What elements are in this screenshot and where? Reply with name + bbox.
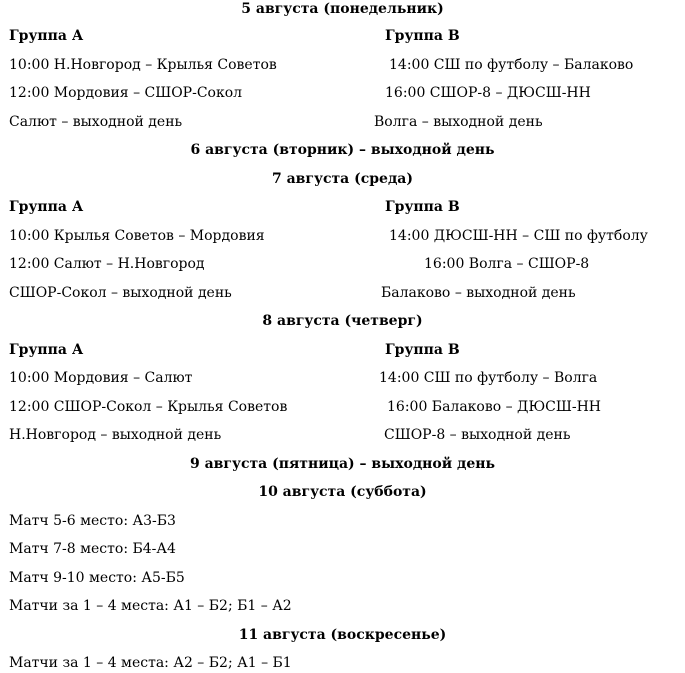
- match-a2: 12:00 Мордовия – СШОР-Сокол: [9, 85, 243, 101]
- rest-b: Волга – выходной день: [374, 114, 543, 130]
- match-b2: 16:00 СШОР-8 – ДЮСШ-НН: [385, 85, 591, 101]
- rest-a: Н.Новгород – выходной день: [9, 427, 222, 443]
- playoff-match: Матчи за 1 – 4 места: А1 – Б2; Б1 – А2: [9, 598, 292, 614]
- group-a-heading: Группа А: [9, 28, 84, 44]
- playoff-match: Матч 5-6 место: А3-Б3: [9, 513, 176, 529]
- group-b-heading: Группа В: [385, 28, 460, 44]
- playoff-match: Матч 7-8 место: Б4-А4: [9, 541, 176, 557]
- rest-b: СШОР-8 – выходной день: [384, 427, 571, 443]
- day-title: 8 августа (четверг): [262, 313, 423, 329]
- day-title: 5 августа (понедельник): [241, 1, 444, 17]
- day-title: 6 августа (вторник) – выходной день: [190, 142, 495, 158]
- match-a1: 10:00 Мордовия – Салют: [9, 370, 193, 386]
- day-title: 11 августа (воскресенье): [238, 627, 447, 643]
- match-a1: 10:00 Крылья Советов – Мордовия: [9, 228, 265, 244]
- rest-b: Балаково – выходной день: [381, 285, 576, 301]
- match-a2: 12:00 Салют – Н.Новгород: [9, 256, 205, 272]
- group-b-heading: Группа В: [385, 199, 460, 215]
- match-a1: 10:00 Н.Новгород – Крылья Советов: [9, 57, 277, 73]
- rest-a: Салют – выходной день: [9, 114, 183, 130]
- day-title: 7 августа (среда): [272, 171, 413, 187]
- day-title: 10 августа (суббота): [258, 484, 427, 500]
- rest-a: СШОР-Сокол – выходной день: [9, 285, 232, 301]
- playoff-match: Матчи за 1 – 4 места: А2 – Б2; А1 – Б1: [9, 655, 292, 671]
- match-b1: 14:00 СШ по футболу – Балаково: [389, 57, 634, 73]
- match-a2: 12:00 СШОР-Сокол – Крылья Советов: [9, 399, 288, 415]
- match-b1: 14:00 СШ по футболу – Волга: [379, 370, 598, 386]
- playoff-match: Матч 9-10 место: А5-Б5: [9, 570, 185, 586]
- match-b1: 14:00 ДЮСШ-НН – СШ по футболу: [389, 228, 648, 244]
- match-b2: 16:00 Балаково – ДЮСШ-НН: [387, 399, 601, 415]
- day-title: 9 августа (пятница) – выходной день: [189, 456, 495, 472]
- group-b-heading: Группа В: [385, 342, 460, 358]
- group-a-heading: Группа А: [9, 342, 84, 358]
- match-b2: 16:00 Волга – СШОР-8: [424, 256, 590, 272]
- group-a-heading: Группа А: [9, 199, 84, 215]
